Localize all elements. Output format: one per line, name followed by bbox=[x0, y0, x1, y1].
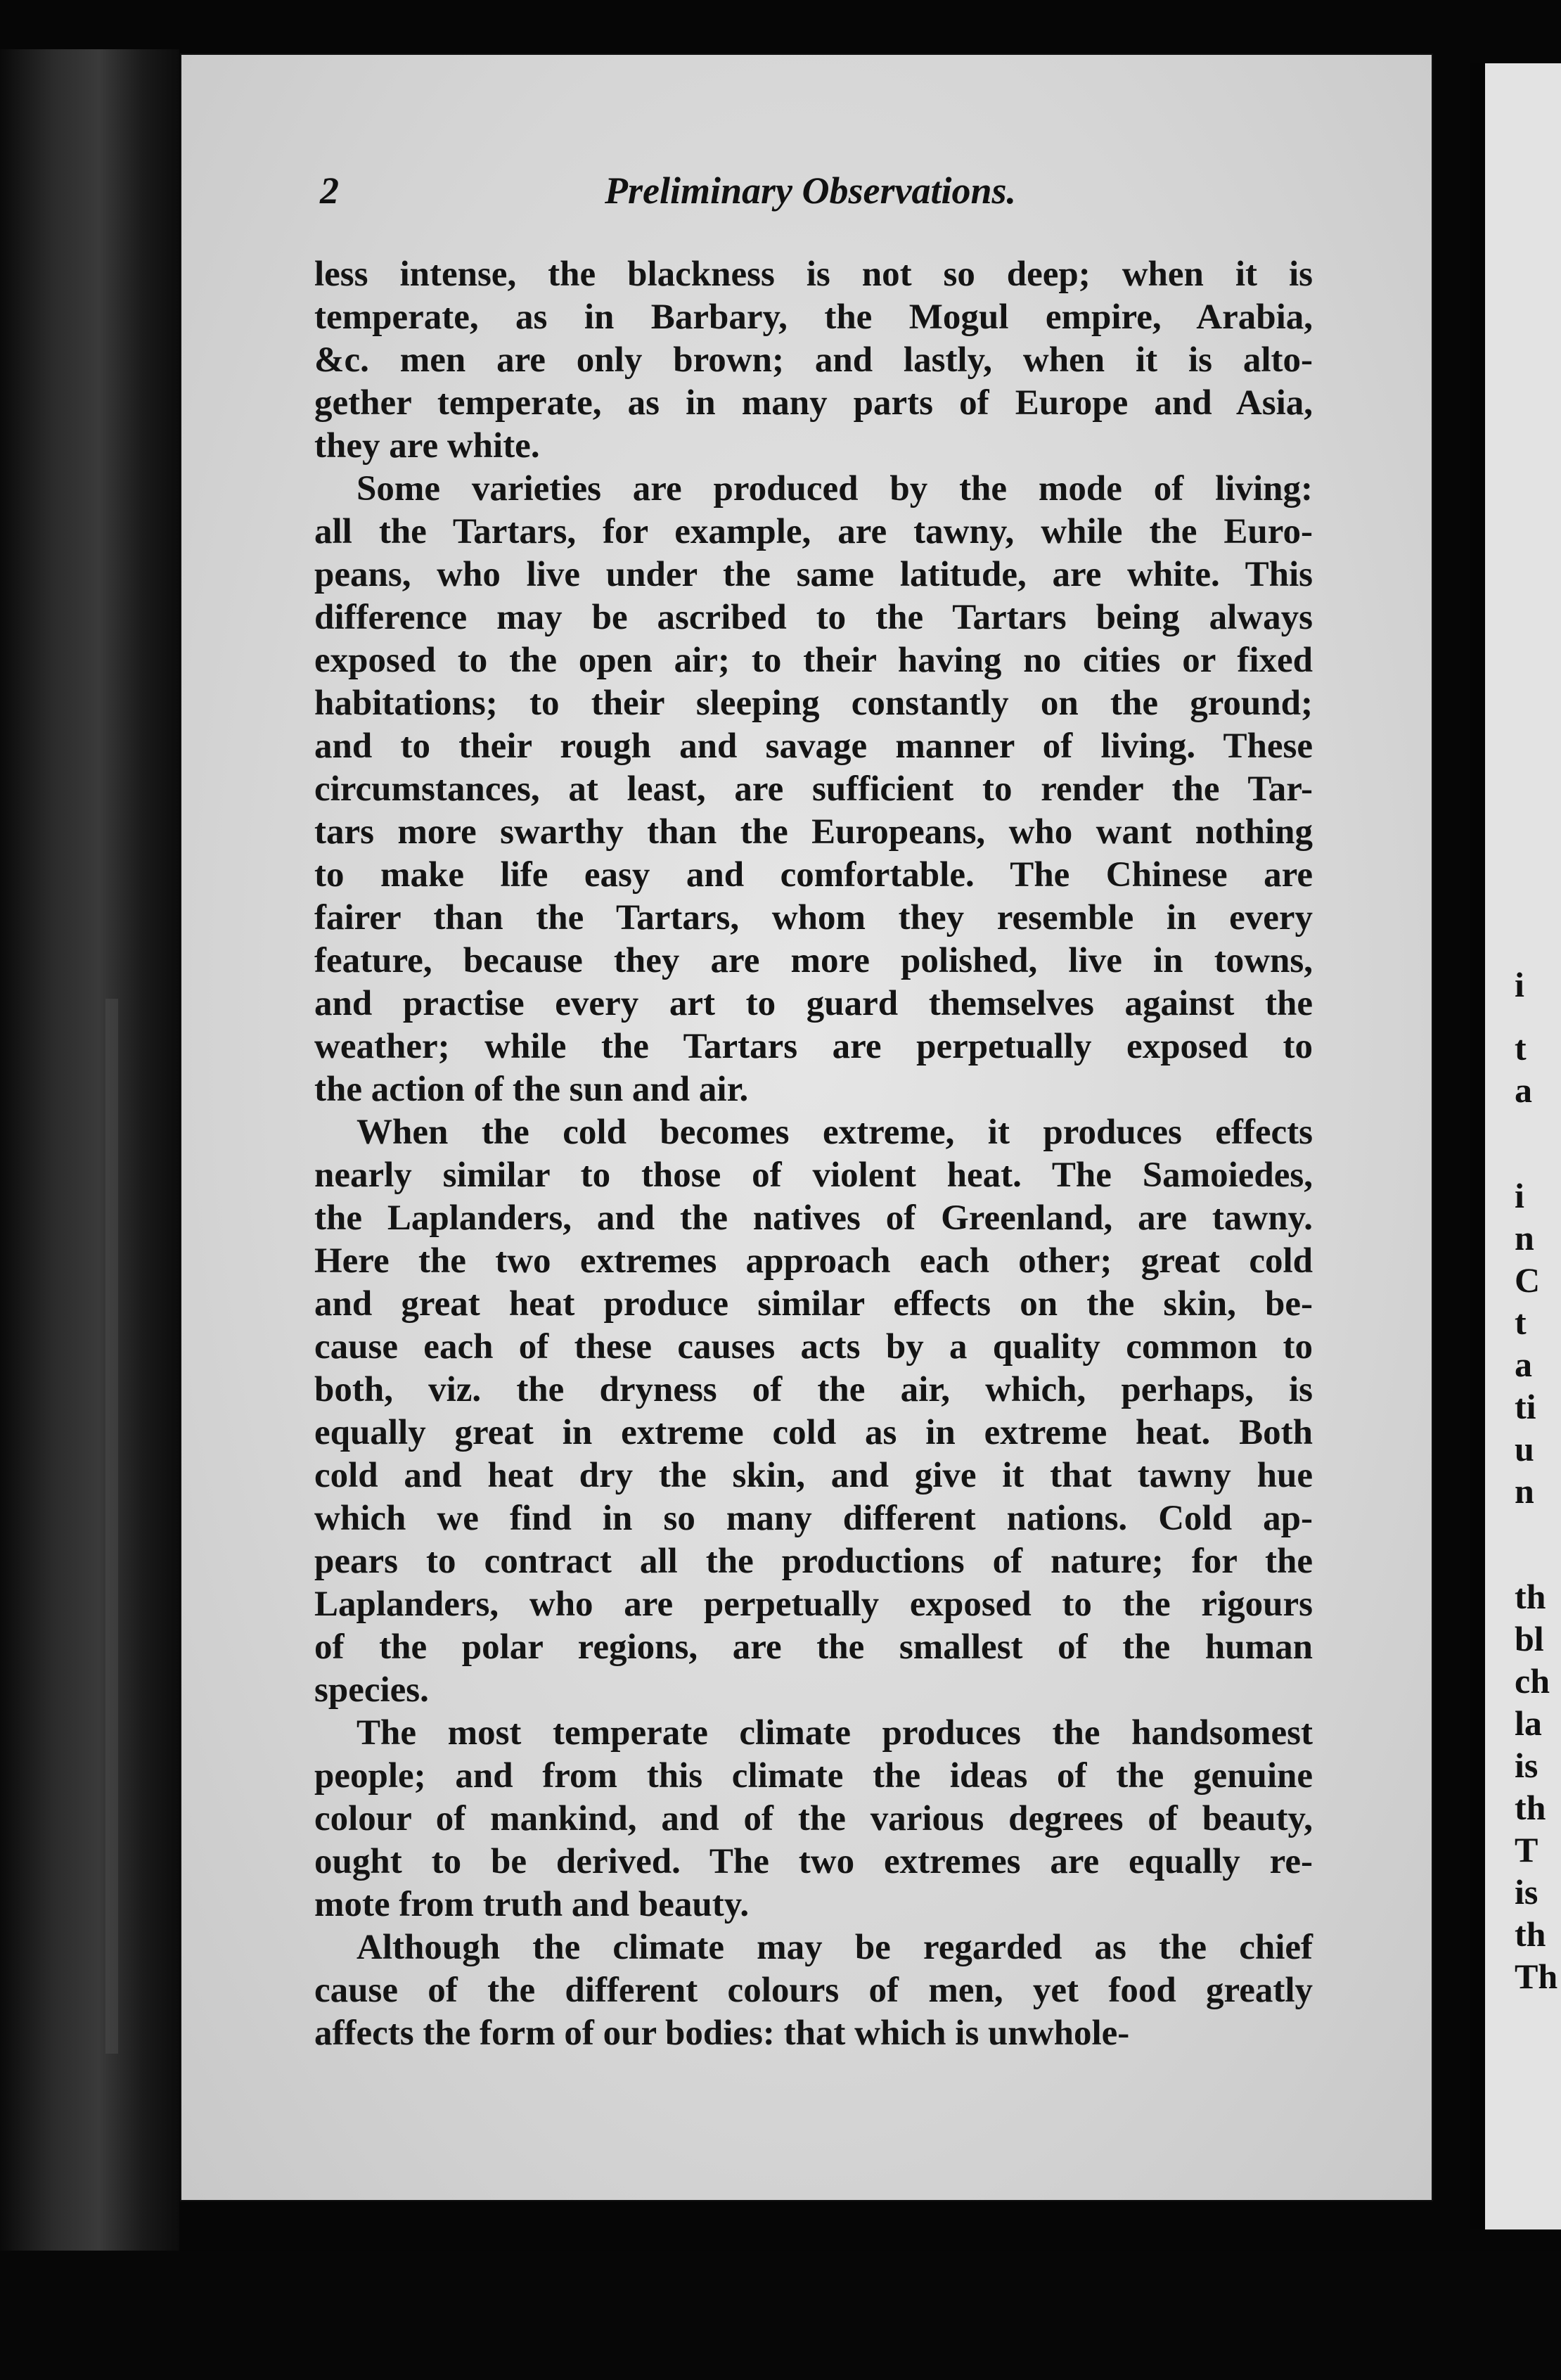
text-line: affects the form of our bodies: that which is unwhole- bbox=[314, 2014, 1130, 2053]
running-head bbox=[320, 169, 1304, 218]
text-line: equally great in extreme cold as in extreme heat. Both bbox=[314, 1413, 1313, 1452]
text-line: they are white. bbox=[314, 426, 540, 466]
facing-page-fragment: th bbox=[1515, 1914, 1546, 1954]
facing-page-fragment: T bbox=[1515, 1830, 1538, 1869]
text-line: cold and heat dry the skin, and give it that tawny hue bbox=[314, 1456, 1313, 1495]
facing-page-fragment: a bbox=[1515, 1345, 1532, 1384]
text-line: and to their rough and savage manner of living. These bbox=[314, 727, 1313, 766]
facing-page-fragment: th bbox=[1515, 1577, 1546, 1616]
body-text bbox=[314, 253, 1313, 2055]
text-line: of the polar regions, are the smallest of the human bbox=[314, 1627, 1313, 1667]
text-line: When the cold becomes extreme, it produces effects bbox=[356, 1113, 1313, 1152]
facing-page-fragment: i bbox=[1515, 965, 1524, 1004]
facing-page-fragment: is bbox=[1515, 1746, 1538, 1785]
text-line: Although the climate may be regarded as the chief bbox=[356, 1928, 1313, 1967]
text-line: and practise every art to guard themselves against the bbox=[314, 984, 1313, 1023]
text-line: tars more swarthy than the Europeans, who want nothing bbox=[314, 812, 1313, 852]
facing-page-fragment: i bbox=[1515, 1176, 1524, 1215]
text-line: nearly similar to those of violent heat. The Samoiedes, bbox=[314, 1156, 1313, 1195]
facing-page-fragment: la bbox=[1515, 1703, 1542, 1743]
text-line: which we find in so many different nations. Cold ap- bbox=[314, 1499, 1313, 1538]
facing-page-fragment: t bbox=[1515, 1303, 1527, 1342]
text-line: to make life easy and comfortable. The Chinese are bbox=[314, 855, 1313, 895]
text-line: difference may be ascribed to the Tartars being always bbox=[314, 598, 1313, 637]
facing-page-fragment: th bbox=[1515, 1788, 1546, 1827]
paragraph bbox=[314, 253, 1313, 468]
text-line: peans, who live under the same latitude, are white. This bbox=[314, 555, 1313, 594]
text-line: feature, because they are more polished, live in towns, bbox=[314, 941, 1313, 980]
text-line: The most temperate climate produces the handsomest bbox=[356, 1713, 1313, 1753]
text-line: species. bbox=[314, 1670, 429, 1710]
text-line: weather; while the Tartars are perpetually exposed to bbox=[314, 1027, 1313, 1066]
text-line: the Laplanders, and the natives of Greenland, are tawny. bbox=[314, 1198, 1313, 1238]
text-line: circumstances, at least, are sufficient to render the Tar- bbox=[314, 769, 1313, 809]
text-line: the action of the sun and air. bbox=[314, 1070, 749, 1109]
facing-page-fragment: t bbox=[1515, 1028, 1527, 1068]
text-line: gether temperate, as in many parts of Europe and Asia, bbox=[314, 383, 1313, 423]
facing-page-fragment: bl bbox=[1515, 1619, 1544, 1658]
text-line: all the Tartars, for example, are tawny, while the Euro- bbox=[314, 512, 1313, 551]
facing-page-fragment: Th bbox=[1515, 1957, 1558, 1996]
text-line: &c. men are only brown; and lastly, when it is alto- bbox=[314, 340, 1313, 380]
text-line: people; and from this climate the ideas of the genuine bbox=[314, 1756, 1313, 1796]
facing-page-fragment: C bbox=[1515, 1260, 1541, 1300]
text-line: habitations; to their sleeping constantly on the ground; bbox=[314, 684, 1313, 723]
paragraph bbox=[314, 1111, 1313, 1712]
text-line: Laplanders, who are perpetually exposed to the rigours bbox=[314, 1585, 1313, 1624]
facing-page-fragment: n bbox=[1515, 1218, 1534, 1258]
text-line: less intense, the blackness is not so deep; when it is bbox=[314, 255, 1313, 294]
facing-page-fragment: n bbox=[1515, 1471, 1534, 1511]
text-line: Some varieties are produced by the mode of living: bbox=[356, 469, 1313, 508]
text-line: temperate, as in Barbary, the Mogul empire, Arabia, bbox=[314, 298, 1313, 337]
facing-page-fragment: u bbox=[1515, 1429, 1534, 1469]
text-line: cause each of these causes acts by a quality common to bbox=[314, 1327, 1313, 1367]
facing-page-fragment: a bbox=[1515, 1070, 1532, 1110]
running-head-title: Preliminary Observations. bbox=[605, 169, 1017, 212]
facing-page-fragment: ti bbox=[1515, 1387, 1536, 1426]
text-line: mote from truth and beauty. bbox=[314, 1885, 750, 1924]
text-line: both, viz. the dryness of the air, which, perhaps, is bbox=[314, 1370, 1313, 1409]
facing-page-fragment: is bbox=[1515, 1872, 1538, 1912]
text-line: fairer than the Tartars, whom they resemble in every bbox=[314, 898, 1313, 938]
page-number: 2 bbox=[320, 169, 339, 212]
text-line: and great heat produce similar effects on the skin, be- bbox=[314, 1284, 1313, 1324]
scan-bottom-border bbox=[0, 2251, 1561, 2380]
book-spine-edge bbox=[0, 49, 179, 2265]
paragraph bbox=[314, 1712, 1313, 1926]
text-line: cause of the different colours of men, yet food greatly bbox=[314, 1971, 1313, 2010]
text-line: Here the two extremes approach each other; great cold bbox=[314, 1241, 1313, 1281]
paragraph bbox=[314, 1926, 1313, 2055]
text-line: exposed to the open air; to their having no cities or fixed bbox=[314, 641, 1313, 680]
paragraph bbox=[314, 468, 1313, 1111]
text-line: ought to be derived. The two extremes are equally re- bbox=[314, 1842, 1313, 1881]
text-line: pears to contract all the productions of nature; for the bbox=[314, 1542, 1313, 1581]
facing-page-fragment: ch bbox=[1515, 1661, 1550, 1701]
spine-highlight bbox=[105, 999, 118, 2054]
facing-page-edge bbox=[1470, 63, 1561, 2229]
text-line: colour of mankind, and of the various degrees of beauty, bbox=[314, 1799, 1313, 1838]
